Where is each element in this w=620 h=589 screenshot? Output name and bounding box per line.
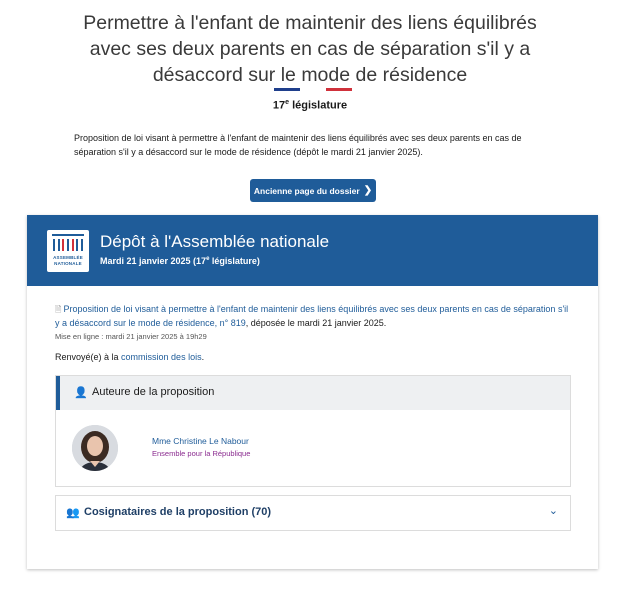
card-title: Dépôt à l'Assemblée nationale (100, 232, 330, 251)
dossier-summary: Proposition de loi visant à permettre à l'enfant de maintenir des liens équilibrés avec ses deux parents en cas de séparation s'il y a désaccord sur le mode de résidence (dépôt le mardi 21 janvier 2025). (74, 133, 522, 157)
author-section (55, 375, 571, 487)
deputy-name-link[interactable]: Mme Christine Le Nabour (152, 436, 249, 446)
proposal-link[interactable]: Proposition de loi visant à permettre à l'enfant de maintenir des liens équilibrés avec ses deux parents en cas de séparation s'il y a désaccord sur le mode de résidence, n° 819 (55, 304, 569, 328)
card-date-suffix: législature) (209, 256, 260, 266)
referral (55, 352, 204, 362)
document-icon: 🗎 (55, 305, 62, 314)
tricolor-red (326, 88, 352, 91)
chevron-right-icon: ❯ (363, 185, 373, 196)
assemblee-nationale-logo (47, 230, 89, 272)
author-section-label: Auteure de la proposition (92, 386, 215, 398)
legislature-sup: e (285, 99, 290, 106)
deposit-card (27, 215, 598, 569)
author-section-header (56, 376, 570, 410)
tricolor-blue (274, 88, 300, 91)
tricolor-divider (274, 88, 352, 91)
legislature-label (0, 99, 620, 112)
online-date: Mise en ligne : mardi 21 janvier 2025 à 19h29 (55, 332, 207, 341)
avatar[interactable] (72, 425, 118, 471)
tricolor-white (300, 88, 326, 91)
card-header (27, 215, 598, 286)
card-date (100, 256, 260, 266)
legislature-number: 17 (272, 99, 286, 112)
users-icon: 👥 (66, 507, 80, 519)
old-page-button-label: Ancienne page du dossier (253, 185, 360, 196)
logo-text: ASSEMBLÉE NATIONALE (53, 255, 83, 266)
card-date-sup: e (206, 256, 210, 262)
legislature-text: législature (292, 99, 348, 112)
page-title: Permettre à l'enfant de maintenir des liens équilibrés avec ses deux parents en cas de séparation s'il y a désaccord sur le mode de résidence (83, 12, 537, 86)
referral-prefix: Renvoyé(e) à la (55, 352, 122, 362)
proposal-description-rest: , déposée le mardi 21 janvier 2025. (245, 317, 387, 328)
cosignataires-toggle[interactable] (55, 495, 571, 531)
deputy-group-link[interactable]: Ensemble pour la République (152, 449, 251, 458)
referral-suffix: . (201, 352, 205, 362)
proposal-description (55, 303, 575, 329)
chevron-down-icon: ⌄ (548, 505, 558, 517)
user-icon: 👤 (74, 387, 88, 399)
cosignataires-label: Cosignataires de la proposition (70) (84, 506, 272, 518)
commission-link[interactable]: commission des lois (121, 352, 202, 362)
card-date-prefix: Mardi 21 janvier 2025 (17 (100, 256, 207, 266)
old-page-button[interactable] (250, 179, 376, 202)
